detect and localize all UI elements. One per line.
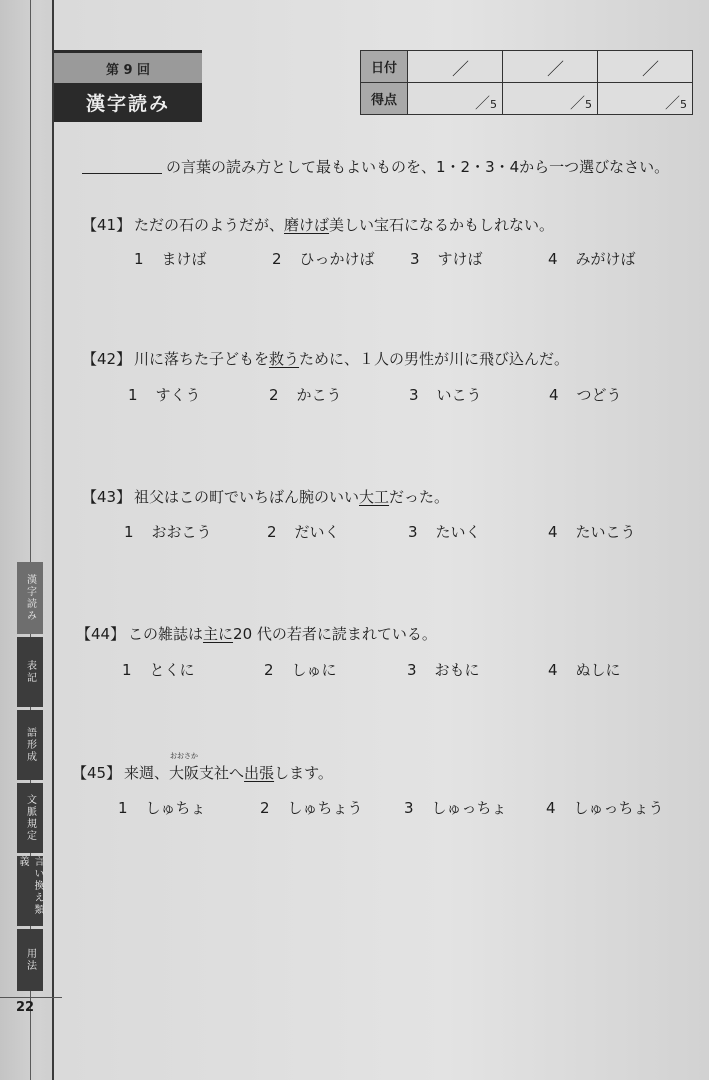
score-label: 得点 [361, 83, 408, 115]
question-target-word: 出張 [244, 764, 275, 782]
question-text-before: ただの石のようだが、 [134, 216, 285, 234]
question-42 [82, 348, 569, 369]
question-target-word: 主に [203, 625, 234, 643]
side-tab-notation[interactable]: 表記 [17, 637, 43, 707]
question-target-word: 磨けば [284, 216, 330, 234]
option-2[interactable]: 2 ひっかけば [272, 250, 375, 268]
score-cell[interactable] [598, 83, 693, 115]
side-tab-kanji-reading[interactable]: 漢字読み [17, 562, 43, 634]
option-2[interactable]: 2 だいく [267, 523, 340, 541]
question-43 [82, 486, 449, 507]
option-3[interactable]: 3 おもに [407, 661, 480, 679]
round-label: 第 9 回 [54, 50, 202, 83]
score-row [361, 83, 693, 115]
question-text-after: だった。 [389, 488, 450, 506]
score-table [360, 50, 693, 115]
side-tab-word-formation[interactable]: 語形成 [17, 710, 43, 780]
date-label: 日付 [361, 51, 408, 83]
side-index-tabs [17, 562, 43, 994]
question-number: 【44】 [76, 625, 126, 643]
side-tab-usage[interactable]: 用法 [17, 929, 43, 991]
score-out-of: ／5 [569, 94, 592, 112]
date-cell[interactable] [408, 51, 503, 83]
question-text-before: 川に落ちた子どもを [134, 350, 270, 368]
question-number: 【42】 [82, 350, 132, 368]
question-text-middle: 支社へ [199, 764, 245, 782]
date-slash: ／ [452, 60, 469, 80]
question-text-after: します。 [274, 764, 333, 782]
option-4[interactable]: 4 つどう [549, 386, 622, 404]
option-4[interactable]: 4 しゅっちょう [546, 799, 664, 817]
option-2[interactable]: 2 しゅに [264, 661, 337, 679]
score-out-of: ／5 [664, 94, 687, 112]
instruction-blank-line [82, 173, 162, 174]
date-row [361, 51, 693, 83]
option-1[interactable]: 1 おおこう [124, 523, 212, 541]
section-title-block [54, 50, 202, 122]
instruction-text: の言葉の読み方として最もよいものを、1・2・3・4から一つ選びなさい。 [166, 158, 670, 176]
question-number: 【43】 [82, 488, 132, 506]
question-text-before: 祖父はこの町でいちばん腕のいい [134, 488, 360, 506]
score-out-of: ／5 [474, 94, 497, 112]
page-number: 22 [16, 1000, 35, 1015]
question-target-word: 救う [269, 350, 300, 368]
option-3[interactable]: 3 たいく [408, 523, 481, 541]
furigana-base: 大阪 [169, 764, 200, 782]
question-41 [82, 214, 554, 235]
instruction [82, 156, 669, 177]
furigana-word [169, 752, 200, 783]
option-4[interactable]: 4 みがけば [548, 250, 636, 268]
date-cell[interactable] [503, 51, 598, 83]
question-target-word: 大工 [359, 488, 390, 506]
question-number: 【41】 [82, 216, 132, 234]
question-text-before: 来週、 [124, 764, 170, 782]
option-1[interactable]: 1 まけば [134, 250, 207, 268]
question-text-after: ために、１人の男性が川に飛び込んだ。 [299, 350, 570, 368]
date-slash: ／ [642, 60, 659, 80]
option-3[interactable]: 3 いこう [409, 386, 482, 404]
page-number-rule [0, 997, 62, 998]
side-tab-paraphrase[interactable]: 言い換え類義 [17, 856, 43, 926]
question-number: 【45】 [72, 764, 122, 782]
option-2[interactable]: 2 しゅちょう [260, 799, 363, 817]
section-title: 漢字読み [54, 83, 202, 122]
option-3[interactable]: 3 しゅっちょ [404, 799, 507, 817]
score-cell[interactable] [503, 83, 598, 115]
question-text-before: この雑誌は [128, 625, 204, 643]
option-4[interactable]: 4 たいこう [548, 523, 636, 541]
date-cell[interactable] [598, 51, 693, 83]
side-tab-context[interactable]: 文脈規定 [17, 783, 43, 853]
question-text-after: 20 代の若者に読まれている。 [233, 625, 437, 643]
furigana-reading: おおさか [170, 752, 199, 760]
option-1[interactable]: 1 とくに [122, 661, 195, 679]
option-1[interactable]: 1 すくう [128, 386, 201, 404]
option-1[interactable]: 1 しゅちょ [118, 799, 206, 817]
option-3[interactable]: 3 すけば [410, 250, 483, 268]
option-4[interactable]: 4 ぬしに [548, 661, 621, 679]
question-text-after: 美しい宝石になるかもしれない。 [329, 216, 555, 234]
question-45 [72, 752, 333, 783]
question-44 [76, 623, 437, 644]
option-2[interactable]: 2 かこう [269, 386, 342, 404]
date-slash: ／ [547, 60, 564, 80]
score-cell[interactable] [408, 83, 503, 115]
